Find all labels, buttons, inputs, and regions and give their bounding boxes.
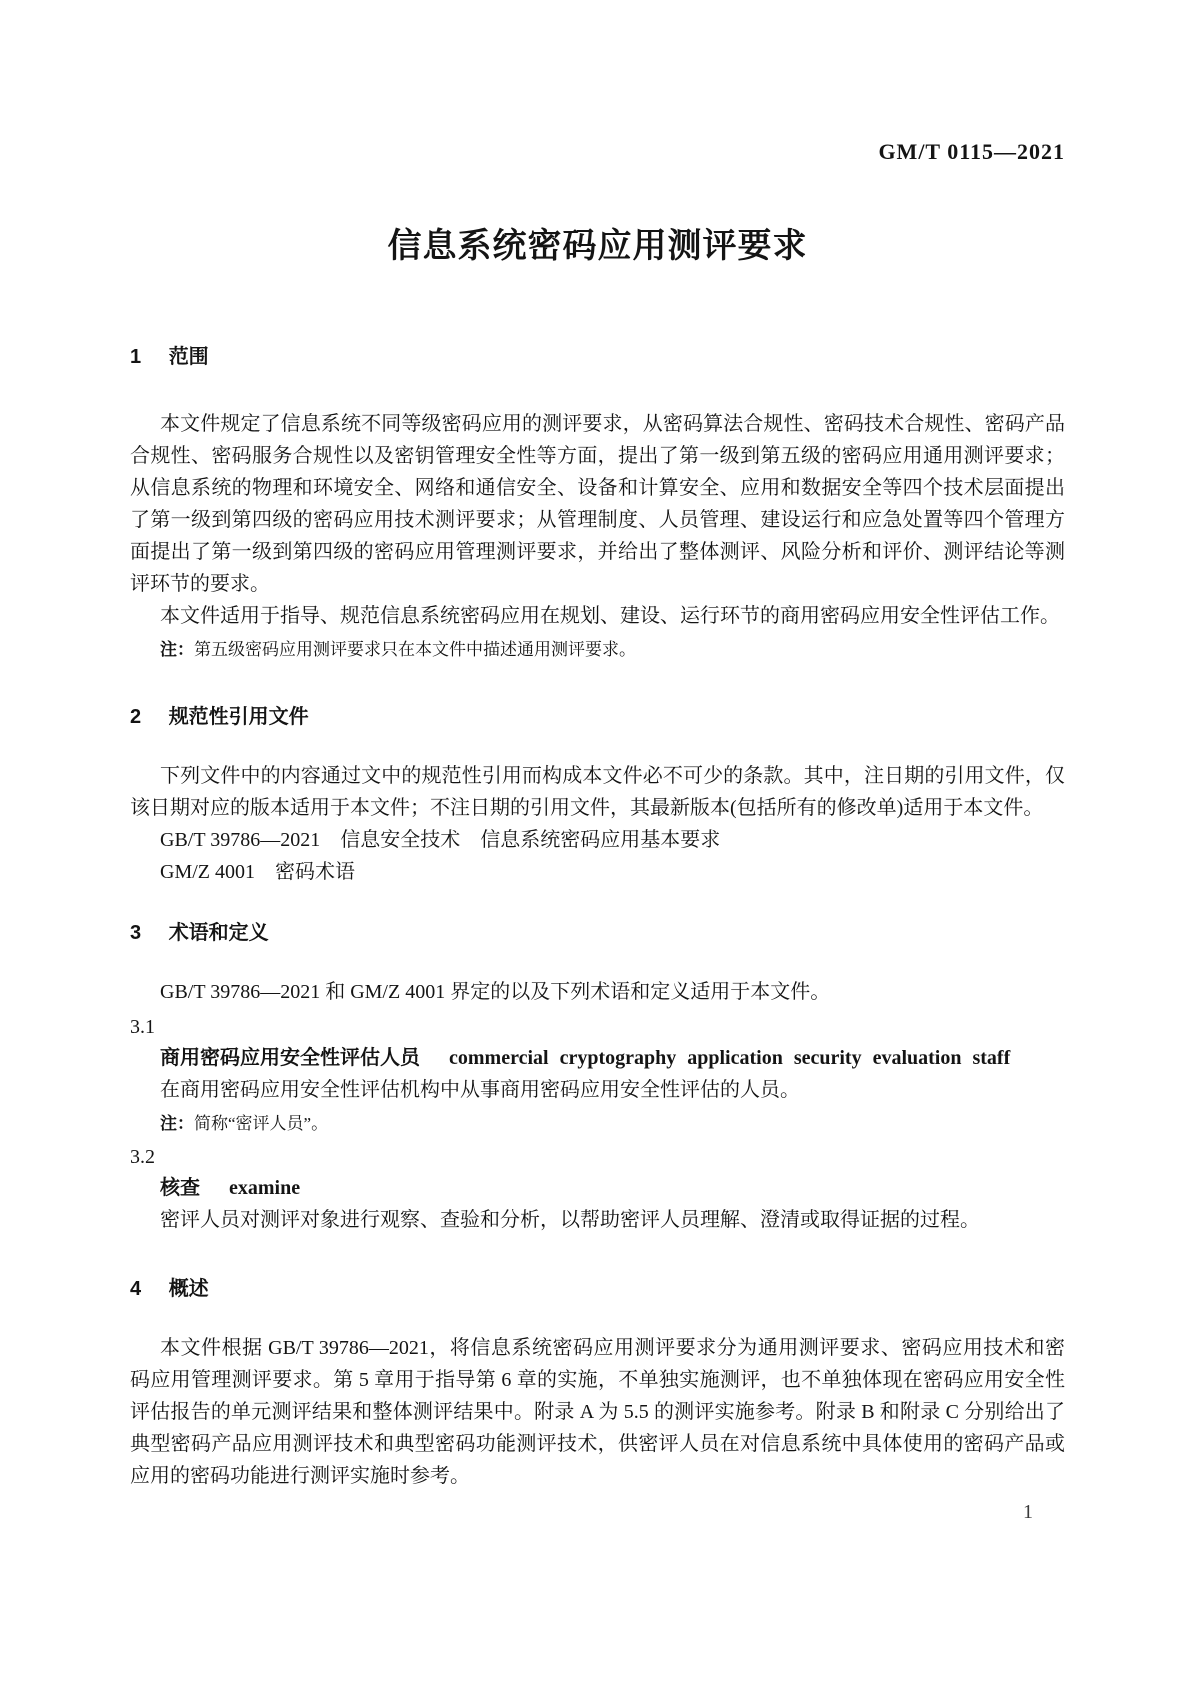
section-title: 规范性引用文件 [168,706,309,728]
term-number-3-2: 3.2 [130,1146,155,1168]
page-number: 1 [1023,1501,1033,1523]
reference-item: GM/Z 4001 密码术语 [160,861,355,883]
term-title-3-1 [130,1042,1065,1074]
section-heading-scope [130,344,1065,370]
terms-intro: GB/T 39786—2021 和 GM/Z 4001 界定的以及下列术语和定义适用于本文件。 [160,981,831,1003]
document-title: 信息系统密码应用测评要求 [387,227,808,265]
scope-paragraph-1: 本文件规定了信息系统不同等级密码应用的测评要求，从密码算法合规性、密码技术合规性、密码产品合规性、密码服务合规性以及密钥管理安全性等方面，提出了第一级到第五级的密码应用通用测评要求；从信息系统的物理和环境安全、网络和通信安全、设备和计算安全、应用和数据安全等四个技术层面提出了第一级到第四级的密码应用技术测评要求；从管理制度、人员管理、建设运行和应急处置等四个管理方面提出了第一级到第四级的密码应用管理测评要求，并给出了整体测评、风险分析和评价、测评结论等测评环节的要求。 [130,413,1065,595]
standard-code-header: GM/T 0115—2021 [878,139,1065,164]
scope-paragraph-2: 本文件适用于指导、规范信息系统密码应用在规划、建设、运行环节的商用密码应用安全性评估工作。 [160,605,1060,627]
section-number: 3 [130,922,142,944]
section-title: 范围 [168,346,209,368]
term-note-3-1: 注：简称“密评人员”。 [160,1114,329,1133]
term-chinese: 商用密码应用安全性评估人员 [160,1047,420,1069]
term-title-3-2 [130,1172,1065,1204]
term-english: examine [229,1177,301,1199]
section-title: 概述 [168,1278,209,1300]
section-heading-normative-references [130,704,1065,730]
scope-note: 注：第五级密码应用测评要求只在本文件中描述通用测评要求。 [160,640,636,659]
reference-item: GB/T 39786—2021 信息安全技术 信息系统密码应用基本要求 [160,829,721,851]
section-title: 术语和定义 [168,922,269,944]
term-definition-3-2: 密评人员对测评对象进行观察、查验和分析，以帮助密评人员理解、澄清或取得证据的过程。 [160,1209,980,1231]
references-paragraph: 下列文件中的内容通过文中的规范性引用而构成本文件必不可少的条款。其中，注日期的引用文件，仅该日期对应的版本适用于本文件；不注日期的引用文件，其最新版本(包括所有的修改单)适用于本文件。 [130,765,1065,819]
overview-paragraph: 本文件根据 GB/T 39786—2021，将信息系统密码应用测评要求分为通用测评要求、密码应用技术和密码应用管理测评要求。第 5 章用于指导第 6 章的实施，不单独实施测评，也不单独体现在密码应用安全性评估报告的单元测评结果和整体测评结果中。附录 A 为 5.5 的测评实施参考。附录 B 和附录 C 分别给出了典型密码产品应用测评技术和典型密码功能测评技术，供密评人员在对信息系统中具体使用的密码产品或应用的密码功能进行测评实施时参考。 [130,1337,1065,1487]
section-heading-overview [130,1276,1065,1302]
section-number: 2 [130,706,142,728]
term-number-3-1: 3.1 [130,1016,155,1038]
section-number: 1 [130,346,142,368]
section-heading-terms [130,920,1065,946]
term-chinese: 核查 [160,1177,200,1199]
section-number: 4 [130,1278,142,1300]
term-english: commercial cryptography application security evaluation staff [449,1047,1011,1069]
term-definition-3-1: 在商用密码应用安全性评估机构中从事商用密码应用安全性评估的人员。 [160,1079,800,1101]
